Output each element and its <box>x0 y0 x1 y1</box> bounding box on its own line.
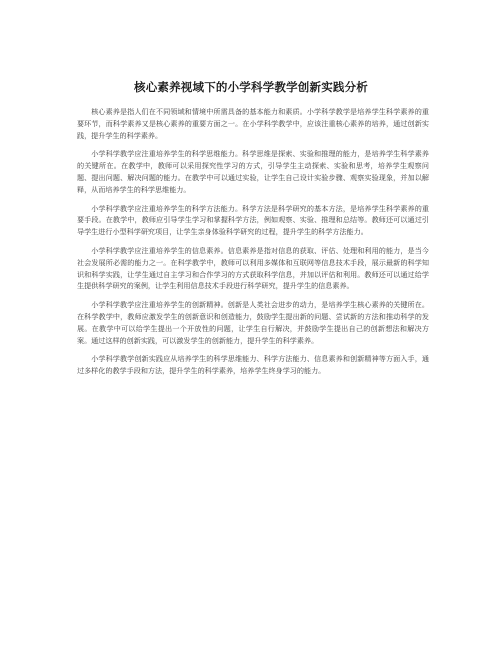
paragraph-information-literacy: 小学科学教学应注重培养学生的信息素养。信息素养是指对信息的获取、评估、处理和利用的能力，是当今社会发展所必需的能力之一。在科学教学中，教师可以利用多媒体和互联网等信息技术手段，展示最新的科学知识和科学实践，让学生通过自主学习和合作学习的方式获取科学信息，并加以评估和利用。教师还可以通过给学生提供科学研究的案例，让学生利用信息技术手段进行科学研究，提升学生的信息素养。 <box>77 245 429 291</box>
document-body <box>77 106 429 384</box>
paragraph-intro: 核心素养是指人们在不同领域和情境中所需具备的基本能力和素质。小学科学教学是培养学生科学素养的重要环节，而科学素养又是核心素养的重要方面之一。在小学科学教学中，应该注重核心素养的培养，通过创新实践，提升学生的科学素养。 <box>77 107 429 140</box>
paragraph-scientific-thinking: 小学科学教学应注重培养学生的科学思维能力。科学思维是探索、实验和推理的能力，是培养学生科学素养的关键所在。在教学中，教师可以采用探究性学习的方式，引导学生主动探索、实验和思考，培养学生观察问题、提出问题、解决问题的能力。在教学中可以通过实验，让学生自己设计实验步骤、观察实验现象，并加以解释，从而培养学生的科学思维能力。 <box>77 149 429 194</box>
document-title: 核心素养视域下的小学科学教学创新实践分析 <box>134 80 368 94</box>
paragraph-conclusion: 小学科学教学创新实践应从培养学生的科学思维能力、科学方法能力、信息素养和创新精神等方面入手，通过多样化的教学手段和方法，提升学生的科学素养，培养学生终身学习的能力。 <box>77 354 429 376</box>
paragraph-innovation-spirit: 小学科学教学应注重培养学生的创新精神。创新是人类社会进步的动力，是培养学生核心素养的关键所在。在科学教学中，教师应激发学生的创新意识和创造能力，鼓励学生提出新的问题、尝试新的方法和推动科学的发展。在教学中可以给学生提出一个开放性的问题，让学生自行解决，并鼓励学生提出自己的创新想法和解决方案。通过这样的创新实践，可以激发学生的创新能力，提升学生的科学素养。 <box>77 300 429 345</box>
paragraph-scientific-method: 小学科学教学应注重培养学生的科学方法能力。科学方法是科学研究的基本方法，是培养学生科学素养的重要手段。在教学中，教师应引导学生学习和掌握科学方法，例如观察、实验、推理和总结等。教师还可以通过引导学生进行小型科学研究项目，让学生亲身体验科学研究的过程，提升学生的科学方法能力。 <box>77 203 429 237</box>
